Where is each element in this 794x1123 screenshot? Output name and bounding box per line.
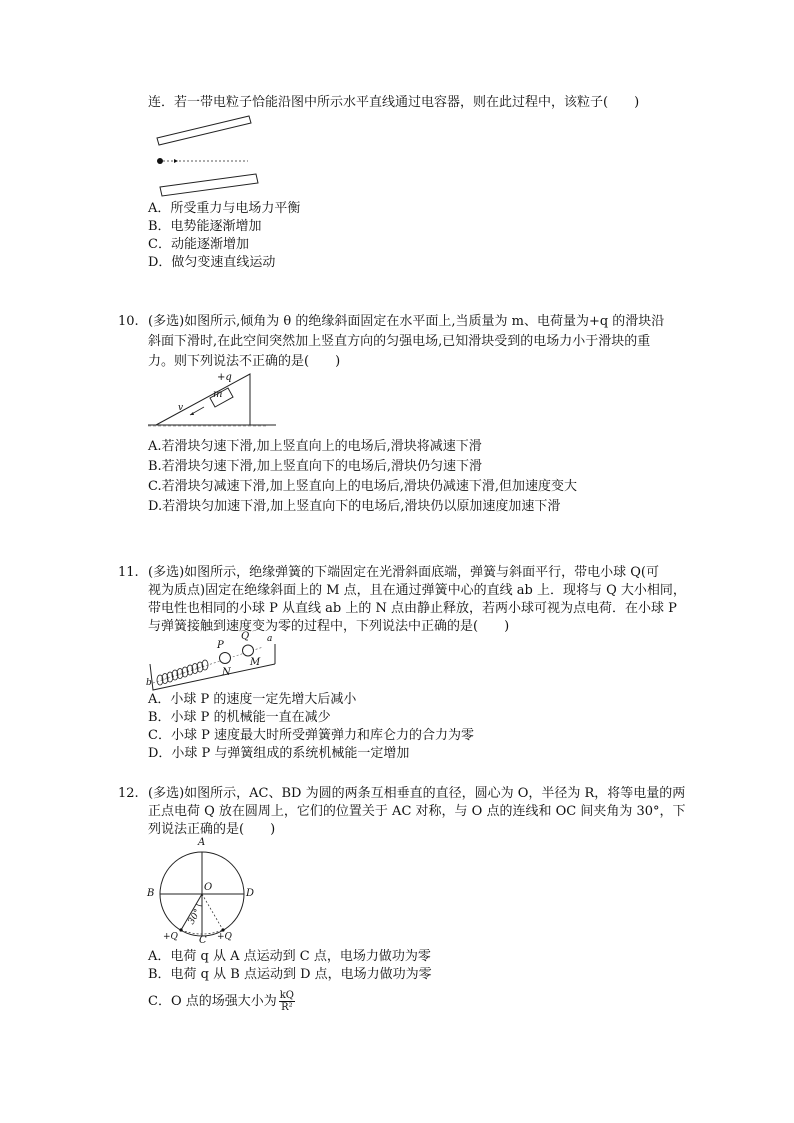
q11-label-m: M xyxy=(250,657,261,668)
q12-label-angle: 30° xyxy=(186,907,204,927)
lower-plate xyxy=(160,174,258,196)
q12-label-b: B xyxy=(147,888,155,899)
upper-plate xyxy=(157,116,251,145)
q11-option-c: C．小球 P 速度最大时所受弹簧弹力和库仑力的合力为零 xyxy=(148,728,474,743)
q12-label-a: A xyxy=(198,837,206,848)
spring xyxy=(157,660,208,685)
q12-option-a: A．电荷 q 从 A 点运动到 C 点，电场力做功为零 xyxy=(148,949,431,964)
q10-stem-line-1: (多选)如图所示,倾角为 θ 的绝缘斜面固定在水平面上,当质量为 m、电荷量为+q 的滑块沿 xyxy=(148,314,665,329)
q10-number: 10. xyxy=(118,314,139,329)
q11-stem-line-2: 视为质点)固定在绝缘斜面上的 M 点，且在通过弹簧中心的直线 ab 上．现将与 Q 大小相同， xyxy=(148,583,686,598)
q10-label-mass: m xyxy=(213,389,223,400)
q10-label-velocity: v xyxy=(178,403,184,413)
fraction-denominator: R² xyxy=(281,1002,293,1013)
q12-label-c: C xyxy=(199,935,207,946)
particle xyxy=(157,158,163,164)
q10-incline-figure xyxy=(148,372,278,434)
q12-label-d: D xyxy=(246,888,255,899)
q10-option-c: C.若滑块匀减速下滑,加上竖直向上的电场后,滑块仍减速下滑,但加速度变大 xyxy=(148,479,578,494)
charge-left xyxy=(179,928,182,931)
q12-stem-line-3: 列说法正确的是( ) xyxy=(148,822,276,837)
q11-label-n: N xyxy=(222,667,231,678)
q11-label-p: P xyxy=(217,640,224,651)
ball-q xyxy=(243,645,254,656)
q10-stem-line-2: 斜面下滑时,在此空间突然加上竖直方向的匀强电场,已知滑块受到的电场力小于滑块的重 xyxy=(148,334,651,349)
q12-label-o: O xyxy=(204,882,213,893)
q10-option-d: D.若滑块匀加速下滑,加上竖直向下的电场后,滑块仍以原加速度加速下滑 xyxy=(148,499,561,514)
q9-option-b: B．电势能逐渐增加 xyxy=(148,219,262,234)
q11-stem-line-1: (多选)如图所示，绝缘弹簧的下端固定在光滑斜面底端，弹簧与斜面平行，带电小球 Q(可 xyxy=(148,565,660,580)
q11-number: 11. xyxy=(118,565,139,580)
q9-option-a: A．所受重力与电场力平衡 xyxy=(148,201,301,216)
q11-label-q: Q xyxy=(241,631,250,642)
q10-option-b: B.若滑块匀速下滑,加上竖直向下的电场后,滑块仍匀速下滑 xyxy=(148,459,482,474)
q9-capacitor-figure xyxy=(150,112,265,202)
q9-option-d: D．做匀变速直线运动 xyxy=(148,255,276,270)
q11-label-b: b xyxy=(146,678,152,688)
q10-stem-line-3: 力。则下列说法不正确的是( ) xyxy=(148,354,341,369)
q12-label-q-left: +Q xyxy=(163,932,178,942)
fraction-numerator: kQ xyxy=(279,990,295,1001)
q12-label-q-right: +Q xyxy=(217,932,232,942)
q12-stem-line-1: (多选)如图所示，AC、BD 为圆的两条互相垂直的直径，圆心为 O，半径为 R，将等电量的两 xyxy=(148,786,686,801)
ball-p xyxy=(220,653,231,664)
q12-option-c xyxy=(148,990,295,1013)
q11-option-a: A．小球 P 的速度一定先增大后减小 xyxy=(148,692,357,707)
q11-stem-line-4: 与弹簧接触到速度变为零的过程中，下列说法中正确的是( ) xyxy=(148,619,510,634)
q12-number: 12. xyxy=(118,786,139,801)
q10-label-charge: +q xyxy=(217,372,232,383)
q12-stem-line-2: 正点电荷 Q 放在圆周上，它们的位置关于 AC 对称，与 O 点的连线和 OC 间夹角为 30°，下 xyxy=(148,804,686,819)
q9-stem: 连．若一带电粒子恰能沿图中所示水平直线通过电容器，则在此过程中，该粒子( ) xyxy=(148,95,640,110)
q9-option-c: C．动能逐渐增加 xyxy=(148,237,249,252)
q12-option-c-text: C．O 点的场强大小为 xyxy=(148,994,277,1009)
q11-label-a: a xyxy=(267,634,273,644)
q11-option-d: D．小球 P 与弹簧组成的系统机械能一定增加 xyxy=(148,746,410,761)
q11-option-b: B．小球 P 的机械能一直在减少 xyxy=(148,710,331,725)
fraction-kq-over-r2 xyxy=(279,990,295,1013)
q12-option-b: B．电荷 q 从 B 点运动到 D 点，电场力做功为零 xyxy=(148,967,432,982)
incline-triangle xyxy=(156,374,250,425)
q10-option-a: A.若滑块匀速下滑,加上竖直向上的电场后,滑块将减速下滑 xyxy=(148,439,482,454)
q11-stem-line-3: 带电性也相同的小球 P 从直线 ab 上的 N 点由静止释放，若两小球可视为点电荷．在小球 P xyxy=(148,601,677,616)
